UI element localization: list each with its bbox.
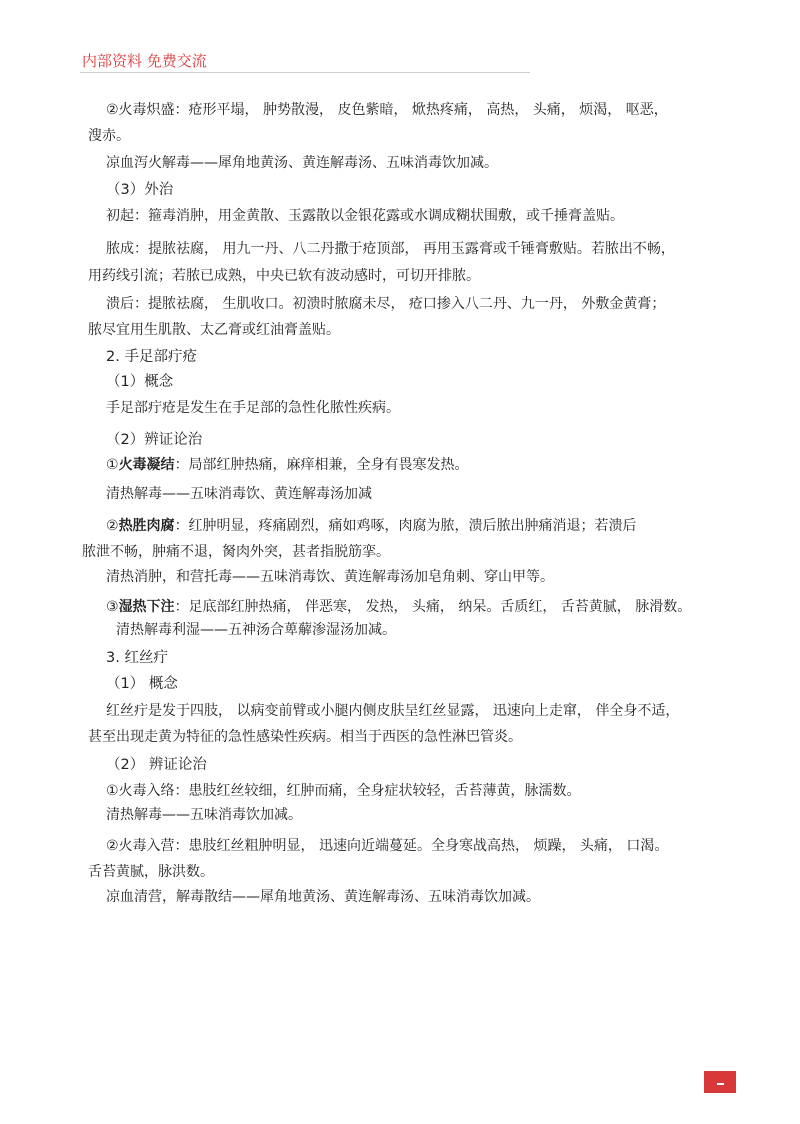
text-line: 凉血清营，解毒散结——犀角地黄汤、黄连解毒汤、五味消毒饮加减。 [106, 889, 540, 905]
text-line: 红丝疔是发于四肢， 以病变前臂或小腿内侧皮肤呈红丝显露， 迅速向上走窜， 伴全身不适， [106, 703, 680, 719]
text-line: 脓尽宜用生肌散、太乙膏或红油膏盖贴。 [88, 322, 340, 338]
item-text: ：足底部红肿热痛， 伴恶寒， 发热， 头痛， 纳呆。舌质红， 舌苔黄腻， 脉滑数。 [174, 599, 692, 615]
item-number: ② [106, 518, 119, 534]
text-line: 手足部疔疮是发生在手足部的急性化脓性疾病。 [106, 400, 400, 416]
text-line: 脓成：提脓祛腐， 用九一丹、八二丹撒于疮顶部， 再用玉露膏或千锤膏敷贴。若脓出不畅， [106, 241, 675, 257]
text-line: 初起：箍毒消肿，用金黄散、玉露散以金银花露或水调成糊状围敷，或千捶膏盖贴。 [106, 208, 624, 224]
section-heading: （3）外治 [106, 182, 174, 198]
text-line: 清热解毒——五味消毒饮加减。 [106, 807, 302, 823]
text-line: 清热解毒——五味消毒饮、黄连解毒汤加减 [106, 486, 372, 502]
text-line: 清热消肿，和营托毒——五味消毒饮、黄连解毒汤加皂角刺、穿山甲等。 [106, 569, 554, 585]
text-line [106, 597, 691, 617]
text-line: 舌苔黄腻，脉洪数。 [88, 864, 214, 880]
text-line [106, 516, 637, 536]
item-text: ：红肿明显，疼痛剧烈，痛如鸡啄，肉腐为脓，溃后脓出肿痛消退；若溃后 [174, 518, 637, 534]
text-line: ②火毒炽盛：疮形平塌， 肿势散漫， 皮色紫暗， 焮热疼痛， 高热， 头痛， 烦渴， 呕恶， [106, 102, 668, 118]
syndrome-term: 热胜肉腐 [118, 518, 175, 534]
section-heading: （1） 概念 [106, 676, 178, 692]
text-line: ①火毒入络：患肢红丝较细，红肿而痛，全身症状较轻，舌苔薄黄，脉濡数。 [106, 783, 581, 799]
syndrome-term: 火毒凝结 [118, 457, 175, 473]
text-line [106, 455, 469, 475]
page-marker-dash [717, 1083, 724, 1085]
text-line: 用药线引流；若脓已成熟，中央已软有波动感时，可切开排脓。 [88, 268, 480, 284]
section-heading: （2）辨证论治 [106, 432, 203, 448]
header-title: 内部资料 免费交流 [82, 52, 207, 70]
item-number: ① [106, 457, 119, 473]
text-line: 凉血泻火解毒——犀角地黄汤、黄连解毒汤、五味消毒饮加减。 [106, 155, 498, 171]
text-line: ②火毒入营：患肢红丝粗肿明显， 迅速向近端蔓延。全身寒战高热， 烦躁， 头痛， 口渴。 [106, 838, 669, 854]
header-divider [80, 72, 530, 73]
text-line: 溃后：提脓祛腐， 生肌收口。初溃时脓腐未尽， 疮口掺入八二丹、九一丹， 外敷金黄膏； [106, 296, 666, 312]
text-line: 溲赤。 [88, 128, 130, 144]
text-line: 甚至出现走黄为特征的急性感染性疾病。相当于西医的急性淋巴管炎。 [88, 729, 522, 745]
section-heading: （1）概念 [106, 374, 174, 390]
section-heading: （2） 辨证论治 [106, 757, 207, 773]
text-line: 清热解毒利湿——五神汤合萆薢渗湿汤加减。 [116, 622, 396, 638]
syndrome-term: 湿热下注 [118, 599, 175, 615]
text-line: 脓泄不畅，肿痛不退，胬肉外突，甚者指脱筋挛。 [82, 544, 390, 560]
item-text: ：局部红肿热痛，麻痒相兼，全身有畏寒发热。 [174, 457, 469, 473]
section-heading: 2. 手足部疔疮 [106, 349, 197, 365]
section-heading: 3. 红丝疔 [106, 650, 168, 666]
item-number: ③ [106, 599, 119, 615]
page-marker [704, 1071, 736, 1093]
